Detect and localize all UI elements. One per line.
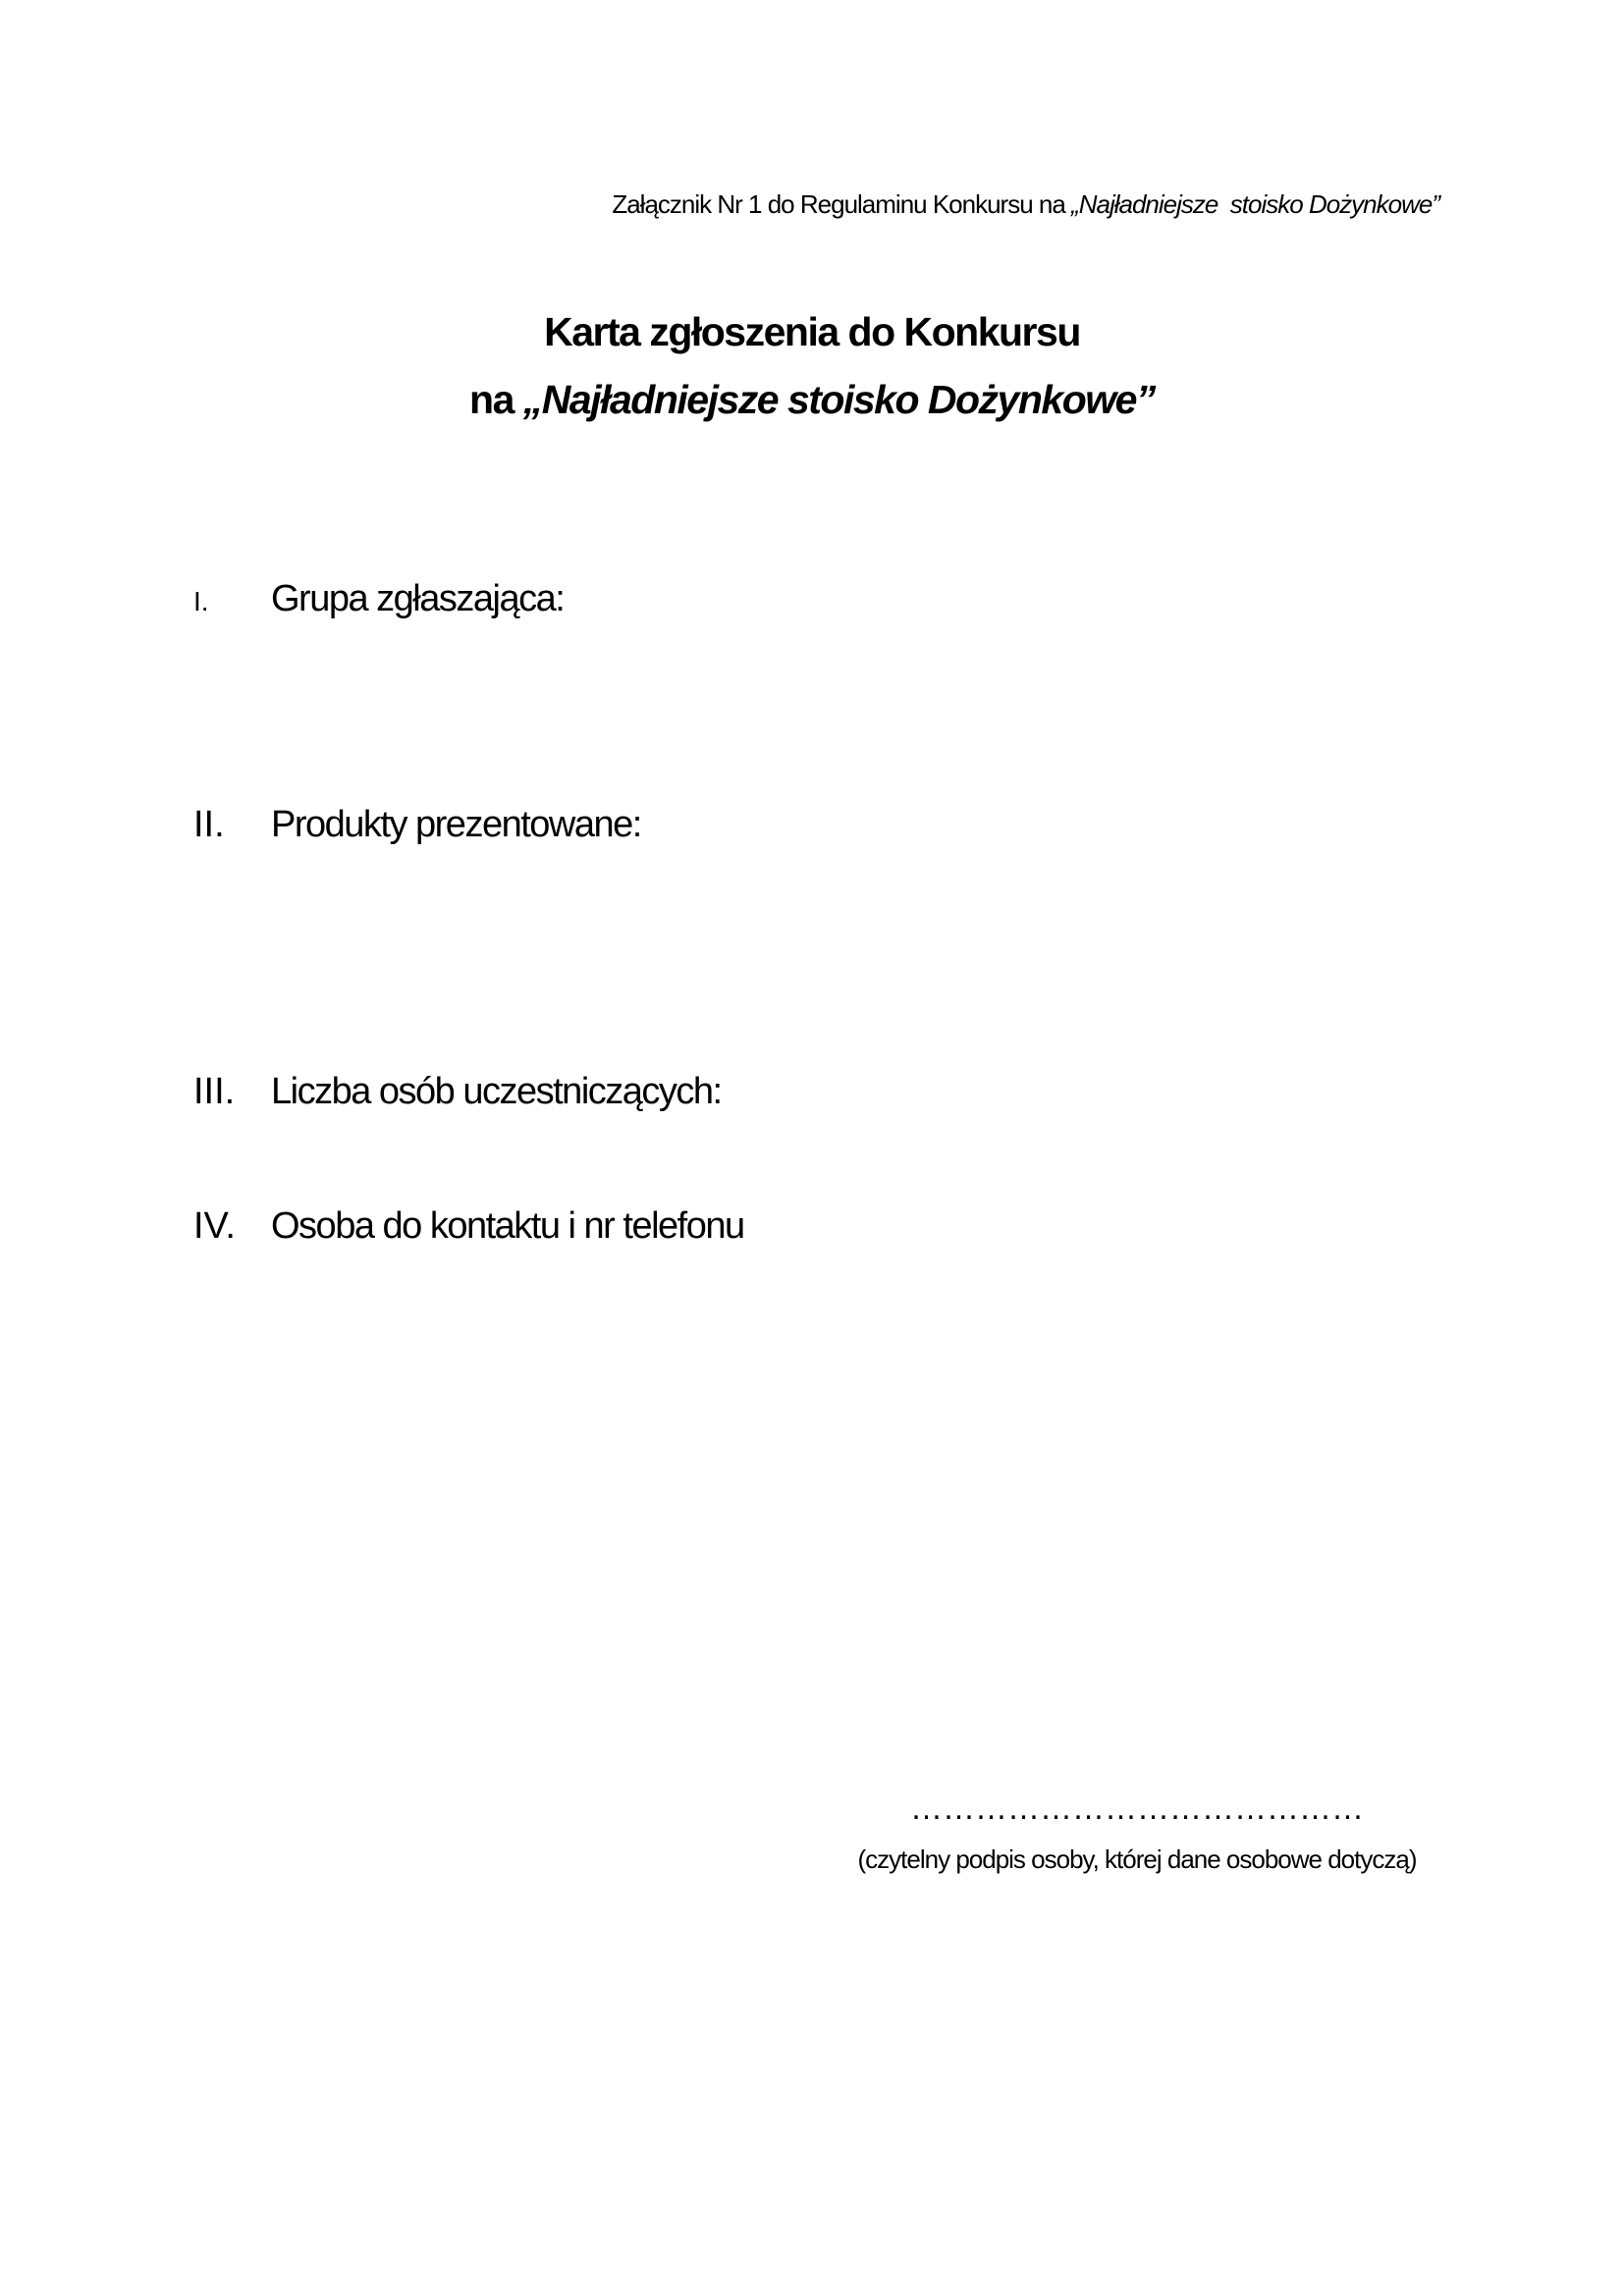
doc-title: Karta zgłoszenia do Konkursu	[544, 309, 1080, 354]
list-item-products	[193, 803, 641, 848]
attachment-note-competition-name: „Najładniejsze stoisko Dożynkowe”	[1071, 189, 1439, 219]
doc-subtitle	[0, 376, 1624, 424]
list-item-group-label: Grupa zgłaszająca:	[271, 578, 565, 619]
signature-line: ……………………………………	[910, 1789, 1364, 1826]
list-item-contact	[193, 1204, 744, 1250]
attachment-note	[0, 189, 1439, 220]
list-item-contact-numeral: IV.	[193, 1205, 236, 1247]
list-item-group-numeral: I.	[193, 586, 209, 616]
doc-subtitle-prefix: na	[469, 377, 523, 422]
list-item-products-label: Produkty prezentowane:	[271, 804, 641, 845]
list-item-participants	[193, 1070, 722, 1115]
list-item-participants-label: Liczba osób uczestniczących:	[271, 1071, 722, 1112]
list-item-products-numeral: II.	[193, 804, 225, 845]
attachment-note-text: Załącznik Nr 1 do Regulaminu Konkursu na	[612, 189, 1072, 219]
list-item-participants-numeral: III.	[193, 1071, 236, 1112]
list-item-contact-label: Osoba do kontaktu i nr telefonu	[271, 1205, 744, 1247]
list-item-group	[193, 577, 564, 622]
doc-subtitle-competition-name: „Najładniejsze stoisko Dożynkowe”	[522, 377, 1155, 422]
signature-caption: (czytelny podpis osoby, której dane osobowe dotyczą)	[857, 1844, 1417, 1874]
